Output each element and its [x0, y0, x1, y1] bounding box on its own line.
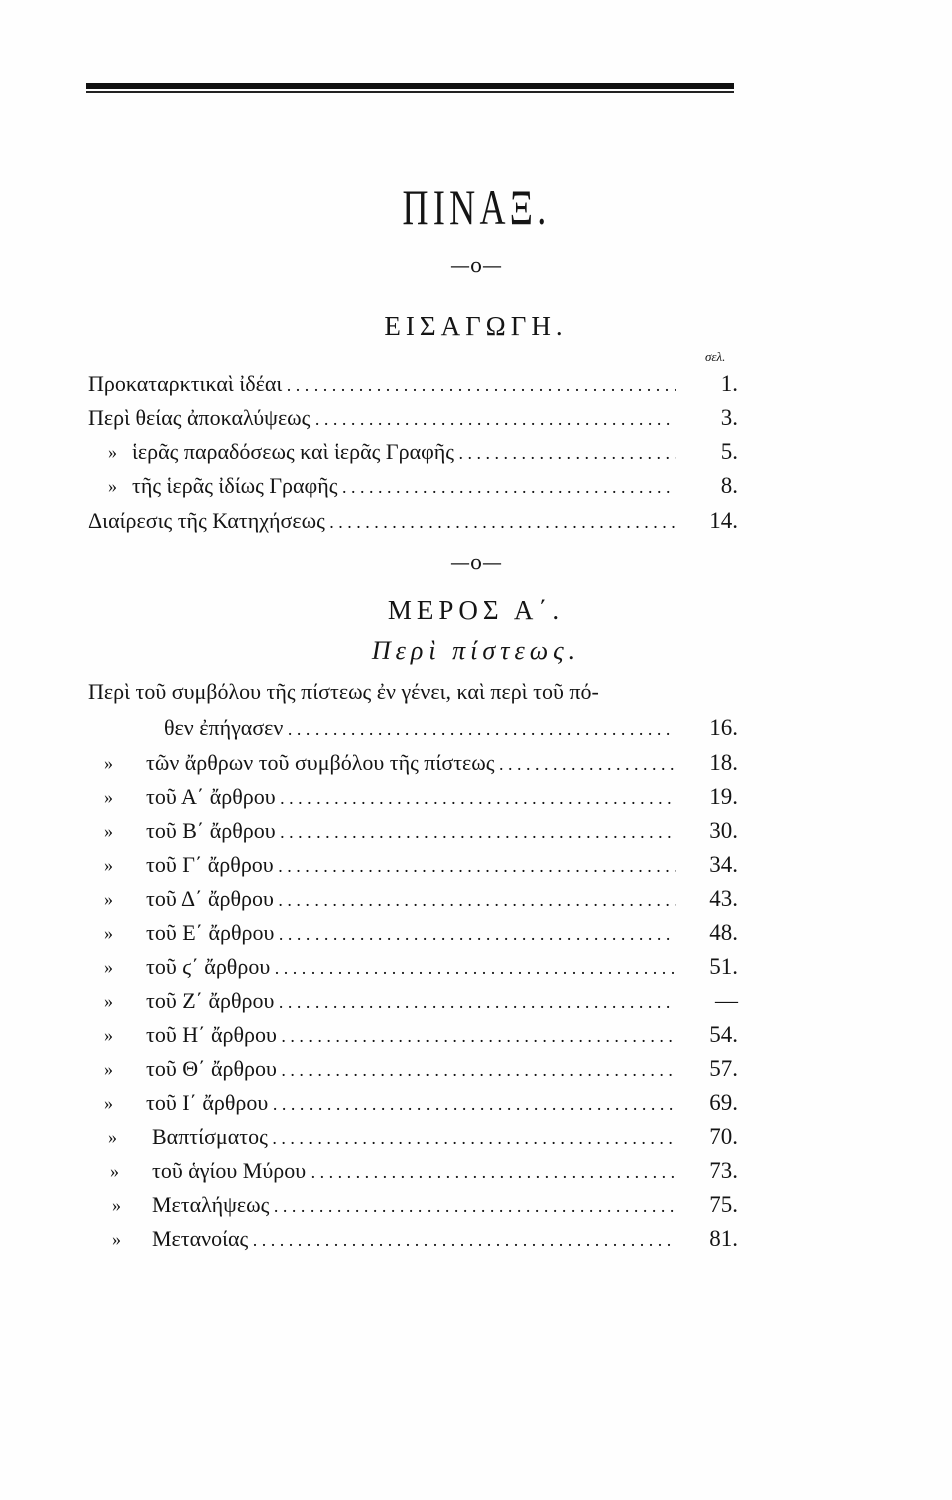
toc-entry — [88, 400, 738, 436]
toc-page-number: 81. — [709, 1226, 738, 1251]
ditto-mark: » — [108, 1127, 117, 1147]
ditto-mark: » — [110, 1161, 119, 1181]
toc-entry — [88, 1187, 738, 1223]
toc-entry — [88, 434, 738, 470]
toc-entry — [88, 1119, 738, 1155]
toc-entry — [88, 881, 738, 917]
page-column-label: σελ. — [705, 349, 726, 364]
ditto-mark: » — [104, 1025, 113, 1045]
toc-entry — [88, 915, 738, 951]
toc-entry-title: τοῦ Ζ΄ ἄρθρου . . . — [146, 983, 676, 1020]
ditto-mark: » — [112, 1229, 121, 1249]
ditto-mark: » — [104, 1093, 113, 1113]
toc-entry-title: τοῦ ἁγίου Μύρου . . . — [152, 1153, 676, 1190]
toc-page-number: 19. — [709, 784, 738, 809]
top-rule-thick — [86, 83, 734, 89]
toc-entry-title: Προκαταρκτικαὶ ἰδέαι . . . — [88, 366, 676, 403]
toc-entry-title: τοῦ Η΄ ἄρθρου . . . — [146, 1017, 676, 1054]
toc-page-number: 48. — [709, 920, 738, 945]
part-a-subheading: Περὶ πίστεως. — [371, 636, 581, 665]
toc-entry-title: τοῦ Α΄ ἄρθρου . . . — [146, 779, 676, 816]
toc-entry-continuation — [88, 710, 738, 746]
toc-page-number: — — [715, 988, 738, 1013]
toc-entry — [88, 503, 738, 539]
ditto-mark: » — [104, 923, 113, 943]
toc-entry — [88, 468, 738, 504]
top-rule-thin — [86, 91, 734, 93]
toc-entry — [88, 983, 738, 1019]
ditto-mark: » — [104, 889, 113, 909]
toc-entry — [88, 1017, 738, 1053]
toc-entry-title: θεν ἐπήγασεν . . . — [164, 710, 676, 747]
toc-page-number: 57. — [709, 1056, 738, 1081]
toc-page-number: 16. — [709, 715, 738, 740]
top-rule — [86, 83, 734, 94]
toc-page-number: 69. — [709, 1090, 738, 1115]
ditto-mark: » — [104, 821, 113, 841]
toc-page-number: 73. — [709, 1158, 738, 1183]
separator-2: —ο— — [449, 550, 503, 574]
toc-entry-title: τοῦ Β΄ ἄρθρου . . . — [146, 813, 676, 850]
toc-page-number: 18. — [709, 750, 738, 775]
toc-entry-title: ἱερᾶς παραδόσεως καὶ ἱερᾶς Γραφῆς . . . — [132, 434, 676, 471]
toc-entry — [88, 813, 738, 849]
toc-entry-title: τοῦ Δ΄ ἄρθρου . . . — [146, 881, 676, 918]
toc-page-number: 51. — [709, 954, 738, 979]
part-a-heading: ΜΕΡΟΣ Α΄. — [387, 595, 565, 625]
toc-entry — [88, 847, 738, 883]
toc-entry-title: τοῦ Γ΄ ἄρθρου . . . — [146, 847, 676, 884]
toc-entry-title: τοῦ Ε΄ ἄρθρου . . . — [146, 915, 676, 952]
page-title: ΠΙΝΑΞ. — [402, 179, 551, 235]
intro-heading: ΕΙΣΑΓΩΓΗ. — [384, 311, 568, 341]
ditto-mark: » — [104, 753, 113, 773]
toc-entry-title: Μεταλήψεως . . . — [152, 1187, 676, 1224]
ditto-mark: » — [108, 442, 117, 462]
toc-page-number: 54. — [709, 1022, 738, 1047]
toc-page-number: 1. — [720, 371, 738, 396]
ditto-mark: » — [104, 991, 113, 1011]
toc-entry-title: τοῦ Θ΄ ἄρθρου . . . — [146, 1051, 676, 1088]
ditto-mark: » — [104, 855, 113, 875]
toc-entry — [88, 949, 738, 985]
toc-entry-title: Περὶ τοῦ συμβόλου τῆς πίστεως ἐν γένει, καὶ περὶ τοῦ πό- — [88, 679, 599, 704]
toc-page-number: 8. — [720, 473, 738, 498]
toc-page-number: 34. — [709, 852, 738, 877]
toc-entry-title: τῆς ἱερᾶς ἰδίως Γραφῆς . . . — [132, 468, 676, 505]
toc-entry — [88, 1085, 738, 1121]
ditto-mark: » — [104, 1059, 113, 1079]
toc-entry-title: τῶν ἄρθρων τοῦ συμβόλου τῆς πίστεως . . . — [146, 745, 676, 782]
toc-page-number: 5. — [720, 439, 738, 464]
toc-page-number: 75. — [709, 1192, 738, 1217]
separator-1: —ο— — [449, 253, 503, 277]
toc-entry — [88, 1153, 738, 1189]
toc-entry-title: Περὶ θείας ἀποκαλύψεως . . . — [88, 400, 676, 437]
ditto-mark: » — [104, 787, 113, 807]
toc-page-number: 14. — [709, 508, 738, 533]
toc-entry-title: τοῦ Ι΄ ἄρθρου . . . — [146, 1085, 676, 1122]
ditto-mark: » — [108, 476, 117, 496]
toc-entry-first-line — [88, 674, 738, 710]
toc-entry — [88, 366, 738, 402]
toc-entry-title: Μετανοίας . . . — [152, 1221, 676, 1258]
ditto-mark: » — [104, 957, 113, 977]
toc-page-number: 3. — [720, 405, 738, 430]
toc-entry — [88, 745, 738, 781]
toc-page-number: 30. — [709, 818, 738, 843]
toc-entry — [88, 1051, 738, 1087]
toc-entry-title: τοῦ ϛ΄ ἄρθρου . . . — [146, 949, 676, 986]
toc-entry — [88, 1221, 738, 1257]
ditto-mark: » — [112, 1195, 121, 1215]
toc-page-number: 70. — [709, 1124, 738, 1149]
toc-entry — [88, 779, 738, 815]
toc-page-number: 43. — [709, 886, 738, 911]
toc-entry-title: Διαίρεσις τῆς Κατηχήσεως . . . — [88, 503, 676, 540]
toc-entry-title: Βαπτίσματος . . . — [152, 1119, 676, 1156]
